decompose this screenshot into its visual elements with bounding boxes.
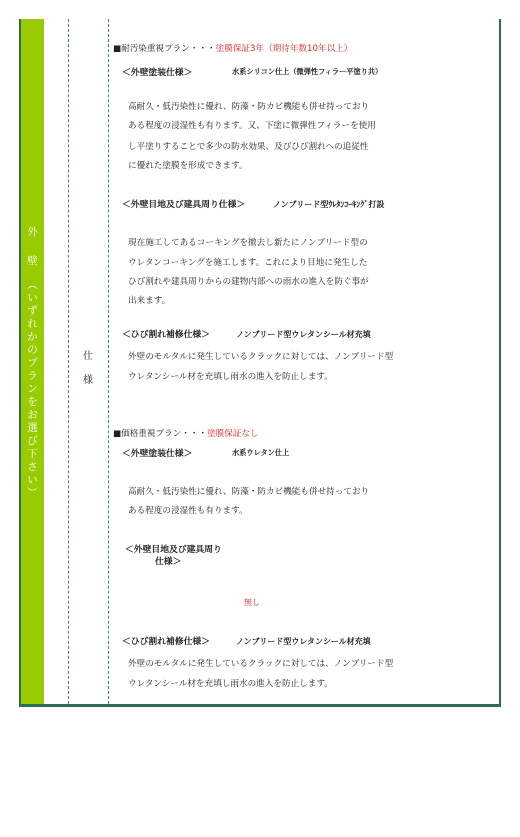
plan2-warranty: 塗膜保証なし: [207, 429, 259, 439]
category-label-char: さ: [27, 461, 38, 473]
category-label-char: ︶: [27, 487, 38, 499]
plan1-title-text: ■耐汚染重視プラン・・・: [113, 44, 216, 54]
plan1-paint-line: に優れた塗膜を形成できます。: [128, 161, 248, 171]
category-label-char: プ: [27, 357, 38, 369]
plan1-crack-heading: ＜ひび割れ補修仕様＞: [122, 330, 210, 340]
plan1-crack-line: 外壁のモルタルに発生しているクラックに対しては、ノンブリード型: [128, 352, 394, 362]
category-label-char: い: [27, 292, 38, 304]
category-label-char: 選: [27, 422, 38, 434]
plan2-joint-heading: ＜外壁目地及び建具周り: [125, 545, 222, 555]
column-divider: [108, 19, 109, 704]
category-label-char: ︵: [27, 279, 38, 291]
category-label-char: 外: [27, 226, 38, 238]
plan1-paint-heading: ＜外壁塗装仕様＞: [122, 68, 193, 78]
plan2-joint-heading-cont: 仕様＞: [155, 557, 182, 567]
spec-label-char: 仕: [83, 351, 93, 362]
category-label-char: お: [27, 409, 38, 421]
plan1-crack-line: ウレタンシール材を充填し雨水の進入を防止します。: [128, 372, 333, 382]
plan1-warranty: 塗膜保証3年（期待年数10年以上）: [215, 44, 353, 54]
category-label-char: い: [27, 474, 38, 486]
plan2-paint-line: 高耐久・低汚染性に優れ、防藻・防カビ機能も併せ持っており: [128, 487, 370, 497]
plan2-title: [113, 427, 259, 439]
category-label-char: ラ: [27, 370, 38, 382]
category-label-char: の: [27, 344, 38, 356]
plan1-title: [113, 42, 352, 54]
plan2-crack-heading: ＜ひび割れ補修仕様＞: [122, 637, 210, 647]
plan2-paint-heading: ＜外壁塗装仕様＞: [122, 449, 193, 459]
category-label-char: ず: [27, 305, 38, 317]
category-label-char: ン: [27, 383, 38, 395]
column-divider: [68, 19, 69, 704]
plan2-paint-line: ある程度の浸湿性も有ります。: [128, 506, 248, 516]
plan2-crack-line: ウレタンシール材を充填し雨水の進入を防止します。: [128, 679, 333, 689]
plan2-crack-spec: ノンブリード型ウレタンシール材充填: [236, 637, 371, 646]
plan1-crack-spec: ノンブリード型ウレタンシール材充填: [236, 330, 371, 339]
category-label-char: び: [27, 435, 38, 447]
category-label-char: を: [27, 396, 38, 408]
plan1-joint-line: 出来ます。: [128, 296, 171, 306]
category-label-char: 下: [27, 448, 38, 460]
plan1-paint-line: 高耐久・低汚染性に優れ、防藻・防カビ機能も併せ持っており: [128, 102, 370, 112]
category-label-char: か: [27, 331, 38, 343]
plan2-paint-spec: 水系ウレタン仕上: [232, 448, 290, 457]
plan1-joint-line: 現在施工してあるコーキングを撤去し新たにノンブリード型の: [128, 238, 368, 248]
category-label-char: れ: [27, 318, 38, 330]
spec-label-char: 様: [83, 375, 93, 386]
plan1-joint-heading: ＜外壁目地及び建具周り仕様＞: [122, 200, 246, 210]
category-label-char: 壁: [27, 255, 38, 267]
plan1-paint-spec: 水系シリコン仕上（微弾性フィラー平塗り共）: [232, 67, 383, 76]
plan1-joint-line: ウレタンコーキングを施工します。これにより目地に発生した: [128, 258, 368, 268]
plan2-crack-line: 外壁のモルタルに発生しているクラックに対しては、ノンブリード型: [128, 659, 394, 669]
plan2-joint-none: 無し: [244, 598, 260, 607]
plan1-joint-spec: ノンブリード型ｳﾚﾀﾝｺｰｷﾝｸﾞ打設: [273, 200, 385, 209]
plan2-title-text: ■価格重視プラン・・・: [113, 429, 208, 439]
plan1-paint-line: ある程度の浸湿性も有ります。又、下塗に微弾性フィラーを使用: [128, 121, 376, 131]
plan1-joint-line: ひび割れや建具周りからの建物内部への雨水の進入を防ぐ事が: [128, 277, 369, 287]
plan1-paint-line: し平塗りすることで多少の防水効果、及びひび割れへの追従性: [128, 142, 369, 152]
